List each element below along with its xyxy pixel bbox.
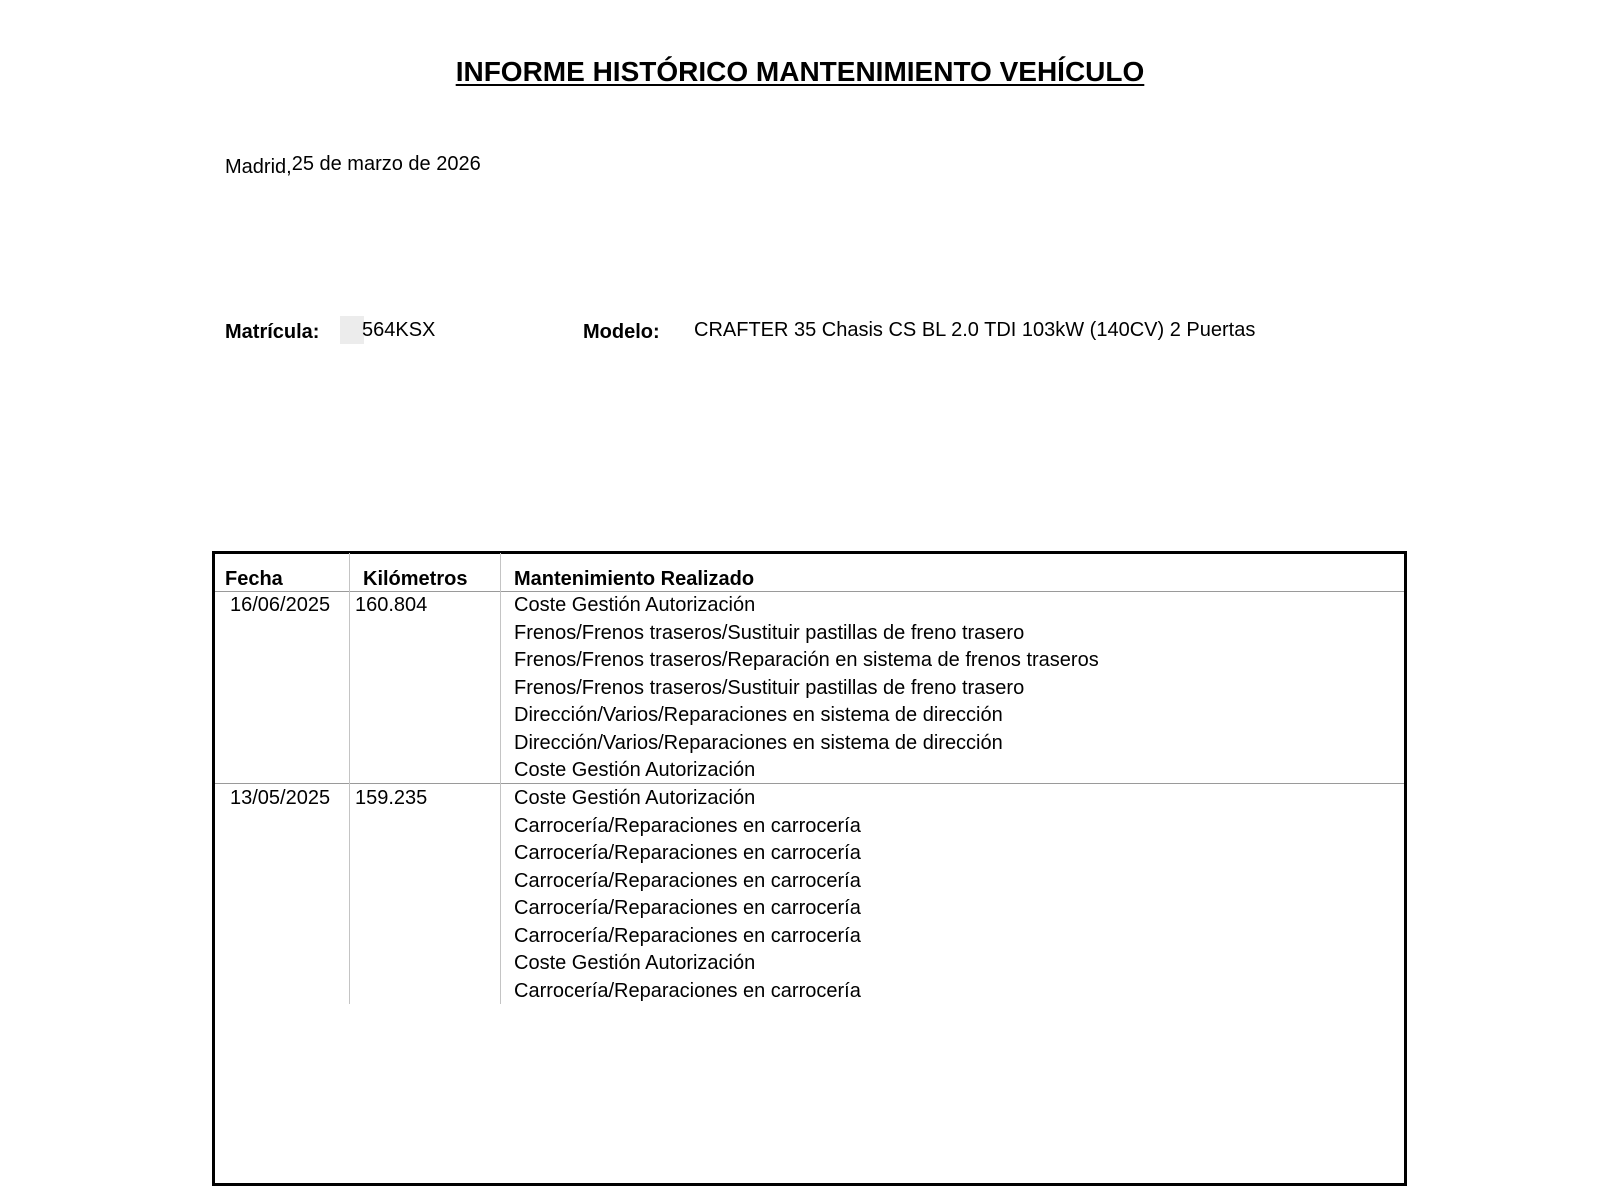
maintenance-item: Coste Gestión Autorización [514, 759, 756, 781]
row-km: 160.804 [355, 594, 428, 616]
column-header-km: Kilómetros [363, 568, 468, 590]
column-header-work: Mantenimiento Realizado [514, 568, 755, 590]
maintenance-item: Carrocería/Reparaciones en carrocería [514, 979, 861, 1002]
city: Madrid, [225, 156, 292, 178]
column-divider-km-work [500, 553, 501, 1004]
maintenance-item: Carrocería/Reparaciones en carrocería [514, 814, 861, 837]
maintenance-item: Carrocería/Reparaciones en carrocería [514, 842, 861, 864]
plate-redaction [340, 316, 364, 344]
maintenance-item: Frenos/Frenos traseros/Sustituir pastillas de freno trasero [514, 676, 1025, 699]
plate-label: Matrícula: [225, 321, 320, 343]
row-date: 13/05/2025 [230, 787, 331, 809]
maintenance-item: Dirección/Varios/Reparaciones en sistema de dirección [514, 704, 1003, 726]
maintenance-item: Dirección/Varios/Reparaciones en sistema de dirección [514, 731, 1003, 754]
report-title-text: INFORME HISTÓRICO MANTENIMIENTO VEHÍCULO [455, 56, 1145, 87]
report-date: 25 de marzo de 2026 [291, 153, 481, 175]
model-label: Modelo: [583, 321, 660, 343]
plate-value: 564KSX [362, 319, 436, 341]
row-date: 16/06/2025 [230, 594, 331, 616]
maintenance-item: Frenos/Frenos traseros/Sustituir pastillas de freno trasero [514, 621, 1025, 644]
maintenance-item: Carrocería/Reparaciones en carrocería [514, 869, 861, 892]
maintenance-item: Carrocería/Reparaciones en carrocería [514, 897, 861, 919]
model-value: CRAFTER 35 Chasis CS BL 2.0 TDI 103kW (140CV) 2 Puertas [694, 319, 1256, 341]
maintenance-item: Coste Gestión Autorización [514, 787, 756, 809]
report-title [0, 56, 1600, 88]
place-date-line [225, 153, 481, 176]
maintenance-item: Coste Gestión Autorización [514, 952, 756, 974]
maintenance-item: Carrocería/Reparaciones en carrocería [514, 924, 861, 947]
column-header-date: Fecha [225, 568, 283, 590]
maintenance-item: Coste Gestión Autorización [514, 594, 756, 616]
maintenance-item: Frenos/Frenos traseros/Reparación en sistema de frenos traseros [514, 649, 1099, 671]
maintenance-items [514, 592, 1099, 785]
column-divider-date-km [349, 553, 350, 1004]
maintenance-items [514, 785, 861, 1005]
row-km: 159.235 [355, 787, 428, 809]
